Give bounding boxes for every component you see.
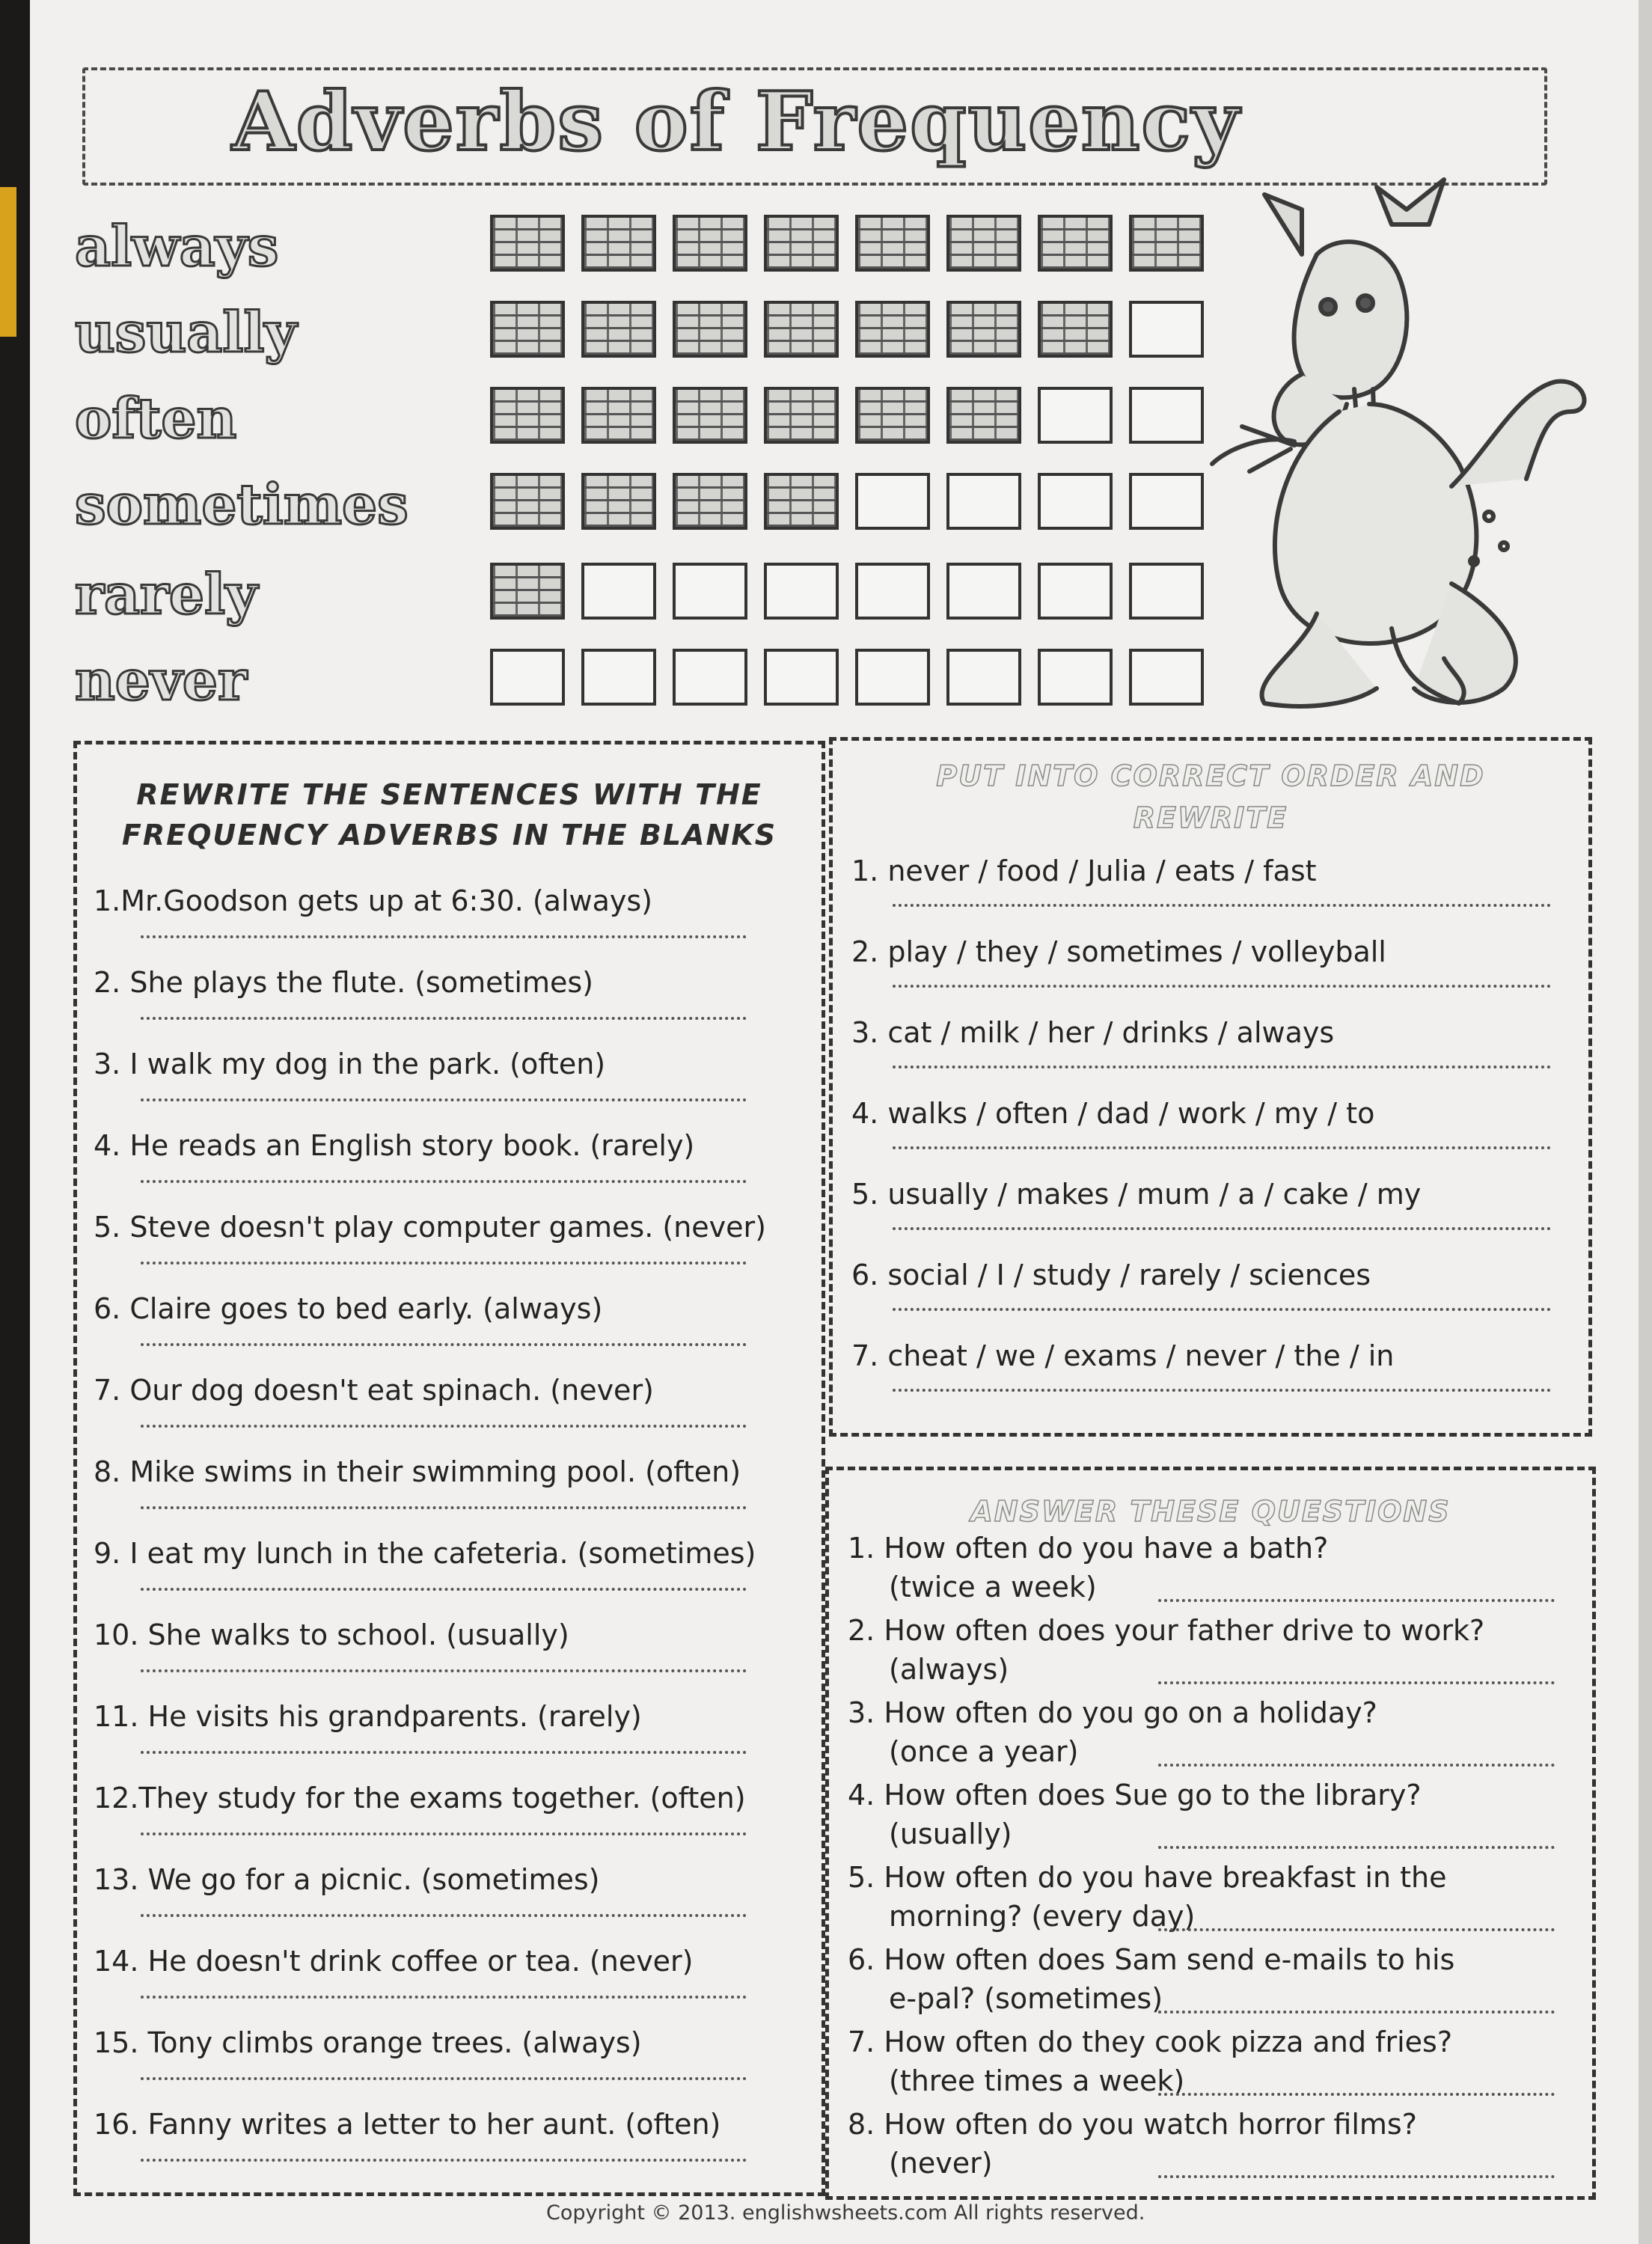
filled-brick-cell [1038,215,1113,272]
adverb-row [75,206,1242,288]
adverb-row [75,378,1242,460]
empty-cell [673,563,747,620]
answer-line[interactable] [141,1751,747,1754]
filled-brick-cell [764,387,839,444]
rewrite-item: 9. I eat my lunch in the cafeteria. (sometimes) [94,1537,756,1570]
filled-brick-cell [673,301,747,358]
adverb-label: always [75,215,279,279]
answer-line[interactable] [1158,1928,1555,1931]
filled-brick-cell [490,387,565,444]
filled-brick-cell [581,301,656,358]
rewrite-title-line2: FREQUENCY ADVERBS IN THE BLANKS [121,819,777,852]
worksheet-title: Adverbs of Frequency [232,75,1240,169]
answer-line[interactable] [1158,1846,1555,1849]
adverb-row [75,640,1242,722]
question-text: 3. How often do you go on a holiday? [848,1696,1377,1729]
filled-brick-cell [855,215,930,272]
question-hint: (usually) [889,1817,1012,1850]
empty-cell [581,563,656,620]
filled-brick-cell [490,301,565,358]
question-hint: morning? (every day) [889,1900,1196,1933]
empty-cell [1038,473,1113,530]
filled-brick-cell [1129,215,1204,272]
question-hint: (once a year) [889,1735,1079,1768]
adverb-row [75,464,1242,546]
filled-brick-cell [946,301,1021,358]
answer-line[interactable] [893,1146,1551,1149]
rewrite-item: 12.They study for the exams together. (often) [94,1782,746,1815]
empty-cell [1129,387,1204,444]
filled-brick-cell [490,215,565,272]
question-hint: (always) [889,1653,1009,1686]
frequency-cells [490,563,1204,620]
background-object [0,187,16,337]
filled-brick-cell [581,473,656,530]
filled-brick-cell [764,301,839,358]
answer-line[interactable] [141,2159,747,2162]
filled-brick-cell [946,387,1021,444]
empty-cell [946,649,1021,706]
rewrite-item: 2. She plays the flute. (sometimes) [94,966,593,999]
question-text: 4. How often does Sue go to the library? [848,1779,1422,1812]
answer-line[interactable] [1158,2011,1555,2014]
rewrite-item: 14. He doesn't drink coffee or tea. (never) [94,1945,694,1978]
question-hint: e-pal? (sometimes) [889,1982,1163,2015]
answer-line[interactable] [1158,1764,1555,1767]
answer-line[interactable] [141,1506,747,1509]
adverb-label: rarely [75,563,258,627]
empty-cell [673,649,747,706]
filled-brick-cell [673,473,747,530]
rewrite-item: 7. Our dog doesn't eat spinach. (never) [94,1374,654,1407]
empty-cell [946,473,1021,530]
answer-line[interactable] [893,985,1551,988]
empty-cell [1038,563,1113,620]
rewrite-item: 13. We go for a picnic. (sometimes) [94,1863,600,1896]
answer-line[interactable] [141,1262,747,1265]
rewrite-item: 15. Tony climbs orange trees. (always) [94,2026,642,2059]
copyright-footer: Copyright © 2013. englishwsheets.com All rights reserved. [546,2201,1145,2225]
question-hint: (never) [889,2147,993,2180]
rewrite-item: 11. He visits his grandparents. (rarely) [94,1700,642,1733]
answer-line[interactable] [141,935,747,938]
frequency-cells [490,473,1204,530]
empty-cell [855,649,930,706]
frequency-cells [490,387,1204,444]
question-text: 6. How often does Sam send e-mails to his [848,1943,1455,1976]
rewrite-item: 4. He reads an English story book. (rarely) [94,1129,695,1162]
filled-brick-cell [581,215,656,272]
rewrite-item: 10. She walks to school. (usually) [94,1618,569,1651]
question-text: 1. How often do you have a bath? [848,1532,1329,1565]
answer-line[interactable] [141,1832,747,1835]
question-text: 8. How often do you watch horror films? [848,2108,1417,2141]
answer-line[interactable] [893,1227,1551,1230]
filled-brick-cell [1038,301,1113,358]
answer-line[interactable] [893,1308,1551,1311]
dragon-illustration [1205,165,1609,718]
questions-panel [825,1467,1596,2200]
frequency-cells [490,301,1204,358]
answer-line[interactable] [141,1343,747,1346]
filled-brick-cell [946,215,1021,272]
empty-cell [1129,301,1204,358]
adverb-label: never [75,649,247,713]
order-item: 7. cheat / we / exams / never / the / in [851,1339,1395,1372]
order-item: 2. play / they / sometimes / volleyball [851,935,1386,968]
answer-line[interactable] [141,2077,747,2080]
order-item: 5. usually / makes / mum / a / cake / my [851,1178,1422,1211]
answer-line[interactable] [1158,2093,1555,2096]
adverb-row [75,554,1242,636]
rewrite-item: 5. Steve doesn't play computer games. (never) [94,1211,766,1244]
rewrite-item: 8. Mike swims in their swimming pool. (often) [94,1455,741,1488]
filled-brick-cell [673,215,747,272]
order-panel [829,737,1592,1437]
answer-line[interactable] [893,1389,1551,1392]
answer-line[interactable] [893,1066,1551,1069]
filled-brick-cell [673,387,747,444]
rewrite-panel [73,741,825,2196]
answer-line[interactable] [141,1669,747,1672]
empty-cell [764,649,839,706]
empty-cell [764,563,839,620]
frequency-cells [490,215,1204,272]
empty-cell [855,473,930,530]
empty-cell [1129,473,1204,530]
question-text: 2. How often does your father drive to work? [848,1614,1485,1647]
filled-brick-cell [855,387,930,444]
empty-cell [490,649,565,706]
question-text: 5. How often do you have breakfast in the [848,1861,1447,1894]
answer-line[interactable] [141,1588,747,1591]
answer-line[interactable] [141,1996,747,1999]
filled-brick-cell [490,563,565,620]
order-item: 6. social / I / study / rarely / sciences [851,1259,1371,1291]
answer-line[interactable] [141,1098,747,1101]
filled-brick-cell [764,473,839,530]
filled-brick-cell [490,473,565,530]
answer-line[interactable] [1158,1681,1555,1684]
adverb-label: sometimes [75,473,409,537]
adverb-label: usually [75,301,297,365]
filled-brick-cell [581,387,656,444]
rewrite-item: 1.Mr.Goodson gets up at 6:30. (always) [94,884,652,917]
answer-line[interactable] [893,904,1551,907]
worksheet [30,0,1639,2244]
answer-line[interactable] [141,1017,747,1020]
order-title-line2: REWRITE [1133,801,1288,834]
question-text: 7. How often do they cook pizza and fries? [848,2026,1452,2058]
answer-line[interactable] [1158,1599,1555,1602]
questions-title: ANSWER THESE QUESTIONS [970,1495,1451,1528]
frequency-cells [490,649,1204,706]
order-item: 3. cat / milk / her / drinks / always [851,1016,1335,1049]
answer-line[interactable] [141,1425,747,1428]
adverb-label: often [75,387,237,451]
rewrite-item: 16. Fanny writes a letter to her aunt. (often) [94,2108,721,2141]
order-item: 4. walks / often / dad / work / my / to [851,1097,1375,1130]
order-item: 1. never / food / Julia / eats / fast [851,855,1317,887]
empty-cell [1129,563,1204,620]
question-hint: (three times a week) [889,2064,1185,2097]
empty-cell [1038,649,1113,706]
rewrite-title-line1: REWRITE THE SENTENCES WITH THE [136,778,762,811]
adverb-row [75,292,1242,374]
rewrite-item: 3. I walk my dog in the park. (often) [94,1048,606,1080]
answer-line[interactable] [1158,2175,1555,2178]
empty-cell [1038,387,1113,444]
filled-brick-cell [855,301,930,358]
answer-line[interactable] [141,1180,747,1183]
empty-cell [946,563,1021,620]
filled-brick-cell [764,215,839,272]
empty-cell [581,649,656,706]
order-title-line1: PUT INTO CORRECT ORDER AND [936,759,1485,792]
empty-cell [855,563,930,620]
answer-line[interactable] [141,1914,747,1917]
question-hint: (twice a week) [889,1571,1097,1603]
rewrite-item: 6. Claire goes to bed early. (always) [94,1292,603,1325]
empty-cell [1129,649,1204,706]
